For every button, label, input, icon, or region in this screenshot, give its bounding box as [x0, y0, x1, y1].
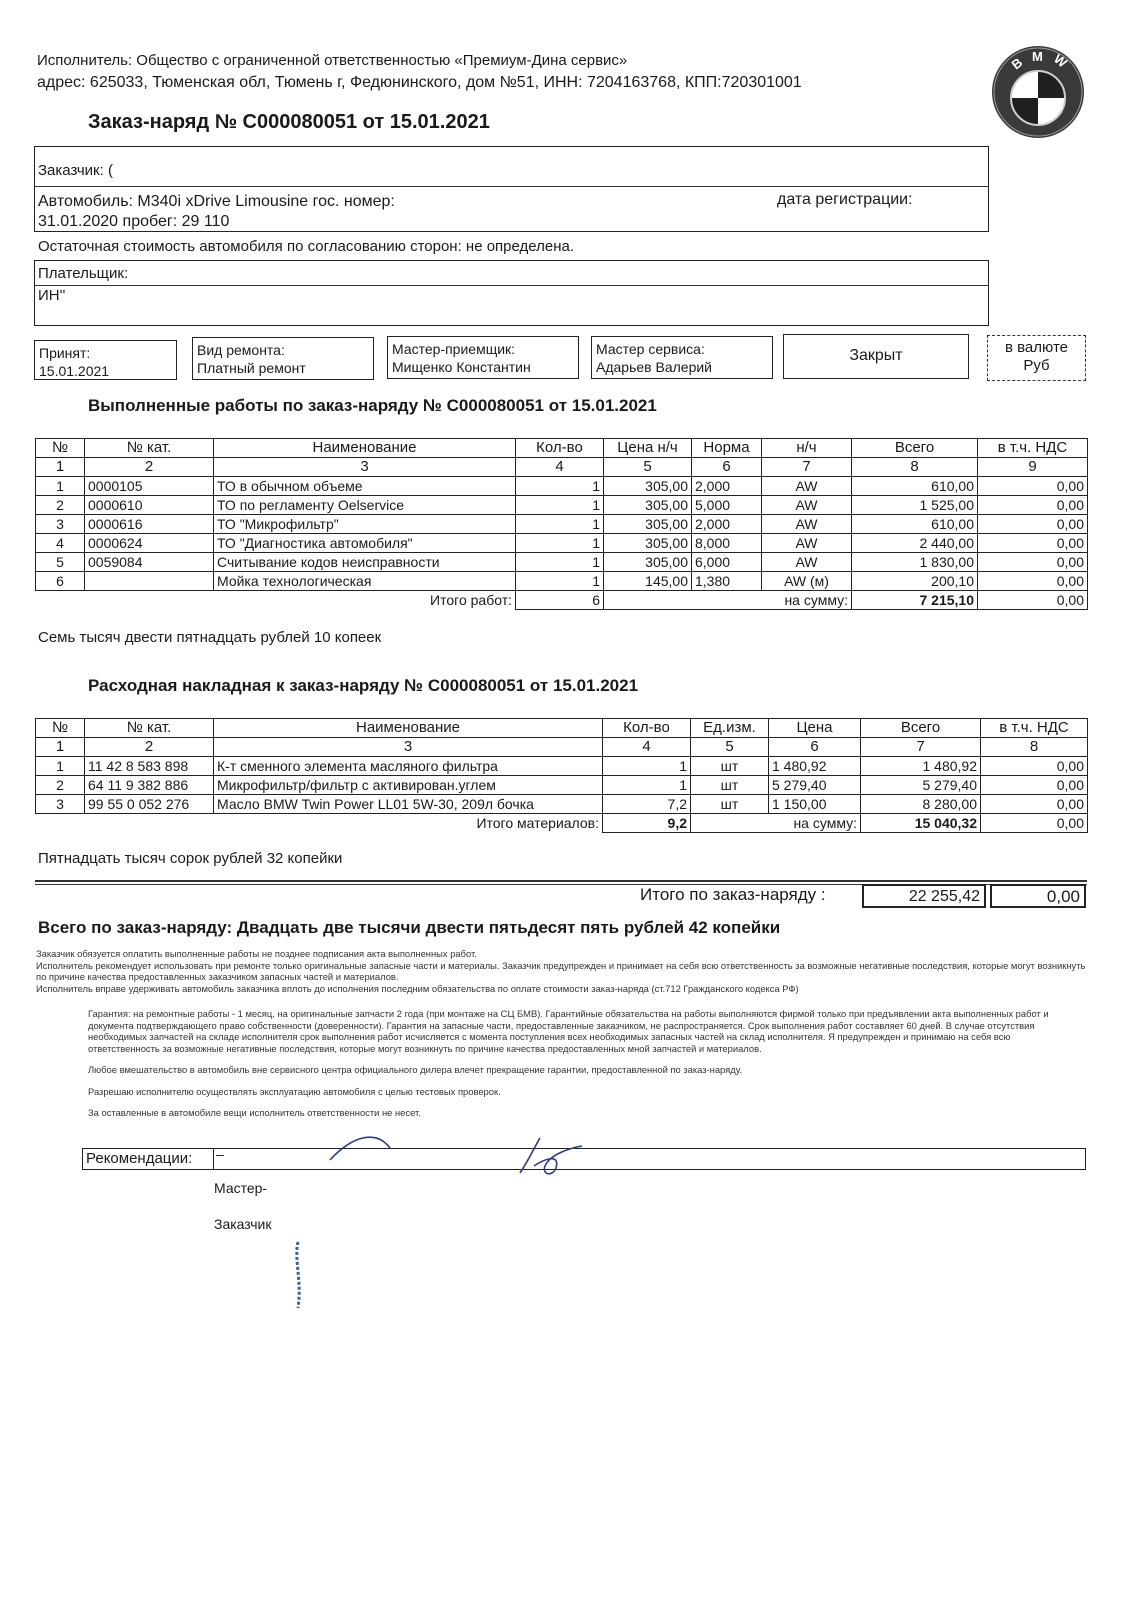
quantity: 1 — [603, 776, 691, 795]
repair-type-label: Вид ремонта: — [197, 342, 285, 358]
terms-block — [36, 948, 1086, 994]
row-number: 2 — [36, 496, 85, 515]
currency-label: в валюте — [1005, 339, 1068, 356]
works-total-row — [36, 591, 1088, 610]
work-name: Мойка технологическая — [214, 572, 516, 591]
warranty-note: Разрешаю исполнителю осуществлять эксплуатацию автомобиля с целью тестовых проверок. — [88, 1085, 501, 1097]
catalog-number: 99 55 0 052 276 — [85, 795, 214, 814]
column-number: 5 — [691, 738, 769, 757]
table-row — [36, 553, 1088, 572]
catalog-number — [85, 572, 214, 591]
materials-total-vat: 0,00 — [981, 814, 1088, 833]
works-header-cell: № — [36, 439, 85, 458]
row-number: 5 — [36, 553, 85, 572]
norm: 6,000 — [692, 553, 762, 572]
materials-header-cell: Цена — [769, 719, 861, 738]
column-number: 6 — [692, 458, 762, 477]
works-header-cell: н/ч — [762, 439, 852, 458]
unit: шт — [691, 757, 769, 776]
row-total: 8 280,00 — [861, 795, 981, 814]
row-vat: 0,00 — [981, 795, 1088, 814]
customer-signature-label: Заказчик — [214, 1216, 272, 1232]
executor-address: адрес: 625033, Тюменская обл, Тюмень г, Федюнинского, дом №51, ИНН: 7204163768, КПП:720301001 — [37, 74, 802, 91]
registration-mileage-line: 31.01.2020 пробег: 29 110 — [38, 213, 230, 230]
table-row — [36, 757, 1088, 776]
norm: 5,000 — [692, 496, 762, 515]
row-vat: 0,00 — [978, 553, 1088, 572]
norm: 2,000 — [692, 477, 762, 496]
grand-total-in-words: Всего по заказ-наряду: Двадцать две тысячи двести пятьдесят пять рублей 42 копейки — [38, 918, 781, 937]
norm: 1,380 — [692, 572, 762, 591]
column-number: 8 — [981, 738, 1088, 757]
catalog-number: 64 11 9 382 886 — [85, 776, 214, 795]
currency-value: Руб — [1023, 357, 1050, 374]
logo-letter-m: M — [1032, 49, 1043, 64]
grand-total-vat: 0,00 — [990, 884, 1086, 908]
executor-line: Исполнитель: Общество с ограниченной ответственностью «Премиум-Дина сервис» — [37, 52, 628, 69]
document-title: Заказ-наряд № С000080051 от 15.01.2021 — [88, 111, 490, 133]
table-row — [36, 477, 1088, 496]
catalog-number: 0000616 — [85, 515, 214, 534]
row-total: 1 480,92 — [861, 757, 981, 776]
materials-header-cell: № — [36, 719, 85, 738]
materials-header-cell: Кол-во — [603, 719, 691, 738]
warranty-note: За оставленные в автомобиле вещи исполнитель ответственности не несет. — [88, 1107, 421, 1118]
materials-header-cell: Ед.изм. — [691, 719, 769, 738]
works-header-cell: № кат. — [85, 439, 214, 458]
reception-master-label: Мастер-приемщик: — [392, 341, 516, 357]
hour-price: 305,00 — [604, 496, 692, 515]
hour-price: 145,00 — [604, 572, 692, 591]
currency-box — [987, 335, 1086, 381]
logo-letter-w: W — [1051, 51, 1070, 71]
service-master-label: Мастер сервиса: — [596, 341, 705, 357]
residual-value-note: Остаточная стоимость автомобиля по согласованию сторон: не определена. — [38, 238, 575, 255]
unit-price: 1 480,92 — [769, 757, 861, 776]
warranty-note: Любое вмешательство в автомобиль вне сервисного центра официального дилера влечет прекращение гарантии, предоставленной по заказ-наряду. — [88, 1064, 743, 1075]
terms-item: Заказчик обязуется оплатить выполненные работы не позднее подписания акта выполненных работ. — [36, 948, 477, 959]
column-number: 9 — [978, 458, 1088, 477]
quantity: 7,2 — [603, 795, 691, 814]
handwritten-signature-icon — [320, 1118, 620, 1178]
table-row — [36, 496, 1088, 515]
catalog-number: 0059084 — [85, 553, 214, 572]
table-row — [36, 515, 1088, 534]
works-section-title: Выполненные работы по заказ-наряду № С000080051 от 15.01.2021 — [88, 396, 657, 415]
row-total: 2 440,00 — [852, 534, 978, 553]
catalog-number: 0000624 — [85, 534, 214, 553]
materials-header-row — [36, 719, 1088, 738]
materials-column-number-row — [36, 738, 1088, 757]
row-vat: 0,00 — [981, 776, 1088, 795]
customer-label: Заказчик: ( — [38, 162, 113, 179]
reception-master-value: Мищенко Константин — [392, 359, 531, 375]
row-total: 610,00 — [852, 477, 978, 496]
works-header-cell: Всего — [852, 439, 978, 458]
materials-header-cell: Всего — [861, 719, 981, 738]
hour-price: 305,00 — [604, 553, 692, 572]
quantity: 1 — [516, 496, 604, 515]
materials-table — [35, 718, 1088, 833]
recommendations-label: Рекомендации: — [86, 1150, 193, 1167]
materials-total-label: Итого материалов: — [214, 814, 603, 833]
column-number: 6 — [769, 738, 861, 757]
column-number: 3 — [214, 458, 516, 477]
row-total: 200,10 — [852, 572, 978, 591]
hour-price: 305,00 — [604, 477, 692, 496]
work-name: ТО "Микрофильтр" — [214, 515, 516, 534]
materials-header-cell: в т.ч. НДС — [981, 719, 1088, 738]
row-number: 4 — [36, 534, 85, 553]
table-row — [36, 795, 1088, 814]
accepted-label: Принят: — [39, 345, 91, 361]
row-vat: 0,00 — [978, 496, 1088, 515]
reception-master-box — [387, 336, 579, 379]
service-master-value: Адарьев Валерий — [596, 359, 712, 375]
quantity: 1 — [516, 515, 604, 534]
material-name: К-т сменного элемента масляного фильтра — [214, 757, 603, 776]
row-vat: 0,00 — [978, 477, 1088, 496]
work-name: ТО по регламенту Oelservice — [214, 496, 516, 515]
works-header-cell: Норма — [692, 439, 762, 458]
row-total: 1 525,00 — [852, 496, 978, 515]
materials-sum-in-words: Пятнадцать тысяч сорок рублей 32 копейки — [38, 850, 343, 867]
table-row — [36, 776, 1088, 795]
catalog-number: 0000610 — [85, 496, 214, 515]
terms-item: Исполнитель рекомендует использовать при ремонте только оригинальные запасные части и материалы. Заказчик предупрежден и принимает на себя всю ответственность за возможные негативные последствия, которые могут возникнуть по причине качества предоставленных заказчиком запасных частей и материалов. — [36, 959, 1086, 982]
column-number: 3 — [214, 738, 603, 757]
work-name: Считывание кодов неисправности — [214, 553, 516, 572]
row-total: 5 279,40 — [861, 776, 981, 795]
materials-header-cell: Наименование — [214, 719, 603, 738]
column-number: 2 — [85, 738, 214, 757]
status-box — [783, 334, 969, 379]
works-total-label: Итого работ: — [214, 591, 516, 610]
column-number: 4 — [516, 458, 604, 477]
materials-header-cell: № кат. — [85, 719, 214, 738]
table-row — [36, 572, 1088, 591]
works-sum-in-words: Семь тысяч двести пятнадцать рублей 10 копеек — [38, 629, 382, 646]
materials-total-quantity: 9,2 — [603, 814, 691, 833]
stamp-mark-icon — [288, 1240, 308, 1310]
row-vat: 0,00 — [981, 757, 1088, 776]
payer-label: Плательщик: — [38, 265, 129, 282]
work-name: ТО "Диагностика автомобиля" — [214, 534, 516, 553]
hour-unit: AW (м) — [762, 572, 852, 591]
recommendations-value: – — [216, 1146, 224, 1162]
hour-price: 305,00 — [604, 534, 692, 553]
hour-unit: AW — [762, 496, 852, 515]
row-vat: 0,00 — [978, 534, 1088, 553]
row-vat: 0,00 — [978, 572, 1088, 591]
status-value: Закрыт — [849, 347, 903, 364]
table-row — [36, 534, 1088, 553]
accepted-box — [34, 340, 177, 380]
column-number: 1 — [36, 458, 85, 477]
row-total: 1 830,00 — [852, 553, 978, 572]
warranty-block — [88, 1008, 1068, 1119]
row-vat: 0,00 — [978, 515, 1088, 534]
materials-total-sum: 15 040,32 — [861, 814, 981, 833]
norm: 2,000 — [692, 515, 762, 534]
row-total: 610,00 — [852, 515, 978, 534]
materials-total-row — [36, 814, 1088, 833]
accepted-date: 15.01.2021 — [39, 363, 110, 379]
unit: шт — [691, 795, 769, 814]
quantity: 1 — [516, 553, 604, 572]
column-number: 8 — [852, 458, 978, 477]
hour-unit: AW — [762, 477, 852, 496]
quantity: 1 — [516, 572, 604, 591]
registration-date-label: дата регистрации: — [777, 191, 913, 208]
works-header-cell: Кол-во — [516, 439, 604, 458]
service-master-box — [591, 336, 773, 379]
logo-letter-b: B — [1008, 54, 1026, 73]
payer-box — [34, 260, 989, 326]
material-name: Микрофильтр/фильтр с активирован.углем — [214, 776, 603, 795]
row-number: 6 — [36, 572, 85, 591]
payer-value: ИН'' — [38, 287, 66, 304]
unit-price: 1 150,00 — [769, 795, 861, 814]
column-number: 5 — [604, 458, 692, 477]
works-total-vat: 0,00 — [978, 591, 1088, 610]
quantity: 1 — [603, 757, 691, 776]
catalog-number: 11 42 8 583 898 — [85, 757, 214, 776]
warranty-text: Гарантия: на ремонтные работы - 1 месяц, на оригинальные запчасти 2 года (при монтаже на СЦ БМВ). Гарантийные обязательства на работы выполняются фирмой только при предъявлении акта выполненных работ и документа подтверждающего право собственности (доверенности). Гарантия на запасные части, предоставленные заказчиком, не распространяется. Срок выполнения работ составляет 60 дней. В случае отсутствия необходимых запчастей на складе исполнителя срок выполнения работ исчисляется с момента поступления всех необходимых запасных частей на склад исполнителя. Я предупрежден и принимаю на себя всю ответственность за возможные негативные последствия, которые могут возникнуть по причине качества предоставленных мной запчастей и материалов. — [88, 1008, 1049, 1054]
materials-sum-label: на сумму: — [691, 814, 861, 833]
works-table — [35, 438, 1088, 610]
column-number: 1 — [36, 738, 85, 757]
column-number: 7 — [861, 738, 981, 757]
row-number: 3 — [36, 515, 85, 534]
row-number: 1 — [36, 477, 85, 496]
grand-total-label: Итого по заказ-наряду : — [640, 885, 826, 904]
quantity: 1 — [516, 534, 604, 553]
repair-type-value: Платный ремонт — [197, 360, 306, 376]
terms-item: Исполнитель вправе удерживать автомобиль заказчика вплоть до исполнения последним обязательства по оплате стоимости заказ-наряда (ст.712 Гражданского кодекса РФ) — [36, 982, 799, 994]
hour-unit: AW — [762, 515, 852, 534]
grand-total-sum: 22 255,42 — [862, 884, 986, 908]
hour-unit: AW — [762, 534, 852, 553]
unit: шт — [691, 776, 769, 795]
works-header-cell: Наименование — [214, 439, 516, 458]
work-name: ТО в обычном объеме — [214, 477, 516, 496]
unit-price: 5 279,40 — [769, 776, 861, 795]
quantity: 1 — [516, 477, 604, 496]
works-sum-label: на сумму: — [604, 591, 852, 610]
works-header-cell: Цена н/ч — [604, 439, 692, 458]
bmw-logo-icon — [990, 44, 1086, 140]
row-number: 1 — [36, 757, 85, 776]
hour-price: 305,00 — [604, 515, 692, 534]
master-signature-label: Мастер- — [214, 1180, 268, 1196]
row-number: 2 — [36, 776, 85, 795]
material-name: Масло BMW Twin Power LL01 5W-30, 209л бочка — [214, 795, 603, 814]
row-number: 3 — [36, 795, 85, 814]
car-line: Автомобиль: M340i xDrive Limousine гос. номер: — [38, 193, 395, 210]
repair-type-box — [192, 337, 374, 380]
works-header-row — [36, 439, 1088, 458]
column-number: 7 — [762, 458, 852, 477]
works-column-number-row — [36, 458, 1088, 477]
works-header-cell: в т.ч. НДС — [978, 439, 1088, 458]
column-number: 2 — [85, 458, 214, 477]
column-number: 4 — [603, 738, 691, 757]
catalog-number: 0000105 — [85, 477, 214, 496]
works-total-quantity: 6 — [516, 591, 604, 610]
works-total-sum: 7 215,10 — [852, 591, 978, 610]
hour-unit: AW — [762, 553, 852, 572]
materials-section-title: Расходная накладная к заказ-наряду № С000080051 от 15.01.2021 — [88, 676, 639, 695]
norm: 8,000 — [692, 534, 762, 553]
